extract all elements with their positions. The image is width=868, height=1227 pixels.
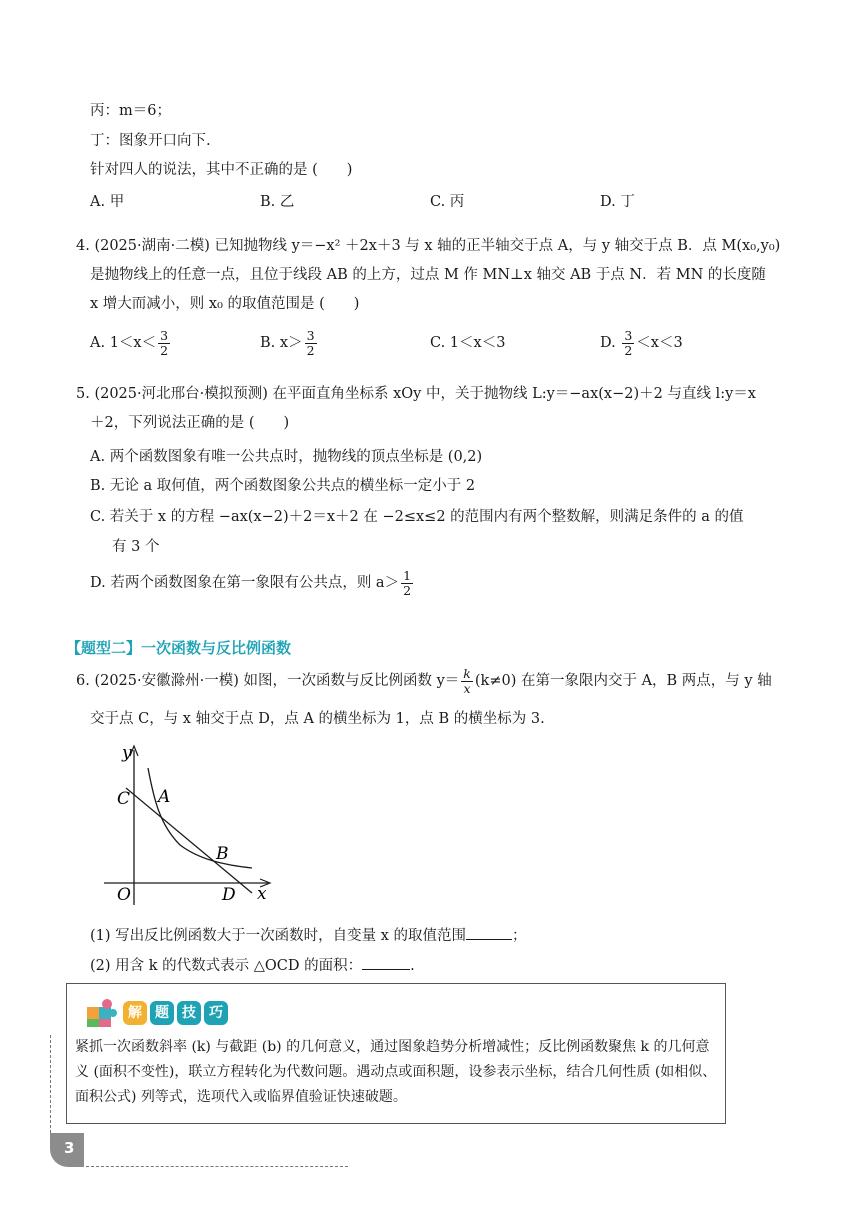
label-c: C — [117, 789, 131, 809]
page-number: 3 — [64, 1139, 75, 1157]
page-margin-dashed-line — [50, 1035, 51, 1133]
q4-option-a-fraction: $\frac{3}{2}$ — [160, 327, 169, 358]
q6-fraction-k-over-x: $\frac{k}{x}$ — [463, 665, 471, 696]
q4-option-d: D. $\frac{3}{2}$ ＜x＜3 — [600, 327, 683, 358]
q5-option-a: A. 两个函数图象有唯一公共点时，抛物线的顶点坐标是 (0,2) — [90, 449, 483, 465]
q5-line-2: ＋2，下列说法正确的是 ( ) — [90, 415, 290, 431]
tips-char-3: 技 — [177, 1001, 201, 1025]
section-title: 【题型二】一次函数与反比例函数 — [66, 639, 292, 657]
q6-graph — [100, 740, 280, 915]
q3-option-b: B. 乙 — [260, 194, 295, 210]
q3-statement-ding: 丁：图象开口向下. — [90, 133, 211, 149]
tips-char-2: 题 — [150, 1001, 174, 1025]
q4-line-1: 4. (2025·湖南·二模) 已知抛物线 y＝−x² ＋2x＋3 与 x 轴的正半轴交于点 A，与 y 轴交于点 B．点 M(x₀,y₀) — [76, 238, 781, 254]
label-o: O — [117, 885, 131, 905]
q5-option-b: B. 无论 a 取何值，两个函数图象公共点的横坐标一定小于 2 — [90, 478, 476, 494]
label-b: B — [216, 844, 229, 864]
tips-char-4: 巧 — [204, 1001, 228, 1025]
puzzle-icon — [85, 997, 119, 1029]
q5-option-c-line-2: 有 3 个 — [112, 539, 160, 555]
q6-line-2: 交于点 C，与 x 轴交于点 D，点 A 的横坐标为 1，点 B 的横坐标为 3. — [90, 711, 545, 727]
tips-heading — [85, 996, 231, 1030]
tips-text: 紧抓一次函数斜率 (k) 与截距 (b) 的几何意义，通过图象趋势分析增减性；反比例函数聚焦 k 的几何意义 (面积不变性)，联立方程转化为代数问题。遇动点或面积题，设参表示坐标，结合几何性质 (如相似、面积公式) 列等式，选项代入或临界值验证快速破题。 — [75, 1039, 717, 1105]
label-y: y — [122, 743, 132, 763]
q5-option-d: D. 若两个函数图象在第一象限有公共点，则 a＞ $\frac{1}{2}$ — [90, 567, 412, 598]
label-a: A — [158, 787, 171, 807]
label-d: D — [222, 885, 236, 905]
q4-option-a-text: A. 1＜x＜ — [90, 335, 157, 351]
q5-line-1: 5. (2025·河北邢台·模拟预测) 在平面直角坐标系 xOy 中，关于抛物线 L:y＝−ax(x−2)＋2 与直线 l:y＝x — [76, 386, 756, 402]
q6-sub-question-1: (1) 写出反比例函数大于一次函数时，自变量 x 的取值范围 ； — [90, 928, 527, 944]
q6-sub-question-2: (2) 用含 k 的代数式表示 △OCD 的面积： . — [90, 958, 415, 974]
q4-option-d-fraction: $\frac{3}{2}$ — [624, 327, 633, 358]
reciprocal-function-curve — [148, 768, 252, 868]
q6-sub1-answer-blank[interactable] — [466, 939, 512, 940]
q3-stem: 针对四人的说法，其中不正确的是 ( ) — [90, 162, 353, 178]
q4-option-c: C. 1＜x＜3 — [430, 335, 506, 351]
linear-function-line — [126, 788, 252, 893]
q3-option-a: A. 甲 — [90, 194, 125, 210]
tips-char-1: 解 — [123, 1001, 147, 1025]
q4-option-b-fraction: $\frac{3}{2}$ — [306, 327, 315, 358]
q5-option-c-line-1: C. 若关于 x 的方程 −ax(x−2)＋2＝x＋2 在 −2≤x≤2 的范围内有两个整数解，则满足条件的 a 的值 — [90, 509, 744, 525]
q3-option-c: C. 丙 — [430, 194, 465, 210]
label-x: x — [257, 884, 267, 904]
q3-statement-bing: 丙：m＝6； — [90, 103, 171, 119]
problem-solving-tips-box — [66, 983, 726, 1124]
q4-option-b-text: B. x＞ — [260, 335, 303, 351]
q4-option-b — [260, 325, 319, 361]
q4-option-a — [90, 325, 172, 361]
q5-option-d-fraction: $\frac{1}{2}$ — [403, 567, 412, 598]
q6-line-1: 6. (2025·安徽滁州·一模) 如图，一次函数与反比例函数 y＝ $\frac{k}{x}$ (k≠0) 在第一象限内交于 A，B 两点，与 y 轴 — [76, 665, 772, 696]
q4-line-3: x 增大而减小，则 x₀ 的取值范围是 ( ) — [90, 296, 360, 312]
q6-sub2-answer-blank[interactable] — [362, 969, 410, 970]
page-footer-dashed-line — [86, 1166, 348, 1167]
q4-line-2: 是抛物线上的任意一点，且位于线段 AB 的上方，过点 M 作 MN⊥x 轴交 AB 于点 N．若 MN 的长度随 — [90, 267, 766, 283]
q3-option-d: D. 丁 — [600, 194, 635, 210]
